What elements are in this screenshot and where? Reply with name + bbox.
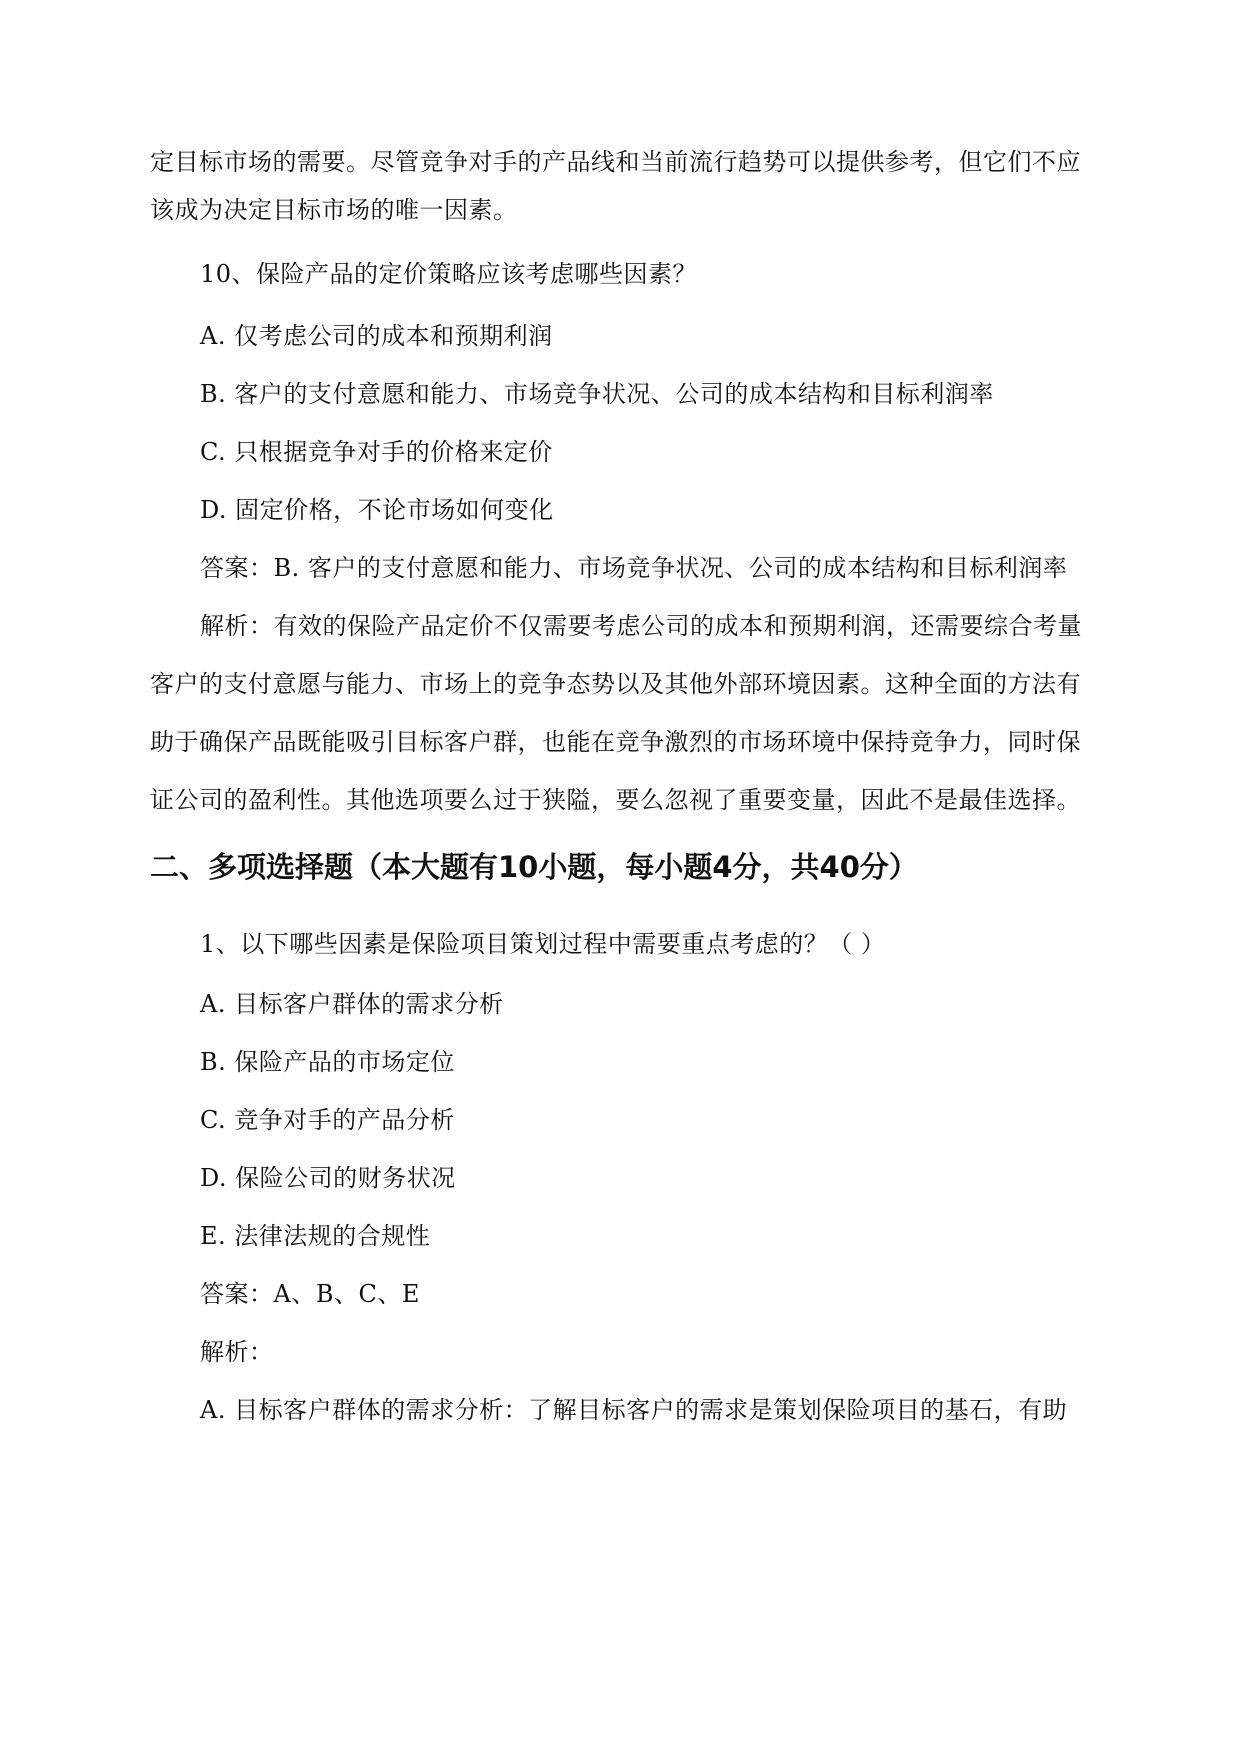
- analysis-line: 解析：有效的保险产品定价不仅需要考虑公司的成本和预期利润，还需要综合考量: [200, 612, 1082, 640]
- analysis-label: 解析：: [200, 1338, 274, 1366]
- option-d: D. 保险公司的财务状况: [200, 1164, 456, 1192]
- option-a: A. 仅考虑公司的成本和预期利润: [200, 322, 553, 350]
- analysis-line: A. 目标客户群体的需求分析：了解目标客户的需求是策划保险项目的基石，有助: [200, 1396, 1068, 1424]
- analysis-line: 客户的支付意愿与能力、市场上的竞争态势以及其他外部环境因素。这种全面的方法有: [150, 670, 1081, 698]
- paragraph-line: 定目标市场的需要。尽管竞争对手的产品线和当前流行趋势可以提供参考，但它们不应: [150, 148, 1081, 176]
- option-b: B. 保险产品的市场定位: [200, 1048, 455, 1076]
- paragraph-line: 该成为决定目标市场的唯一因素。: [150, 196, 518, 224]
- option-c: C. 竞争对手的产品分析: [200, 1106, 455, 1134]
- multi-question-1-text: 1、以下哪些因素是保险项目策划过程中需要重点考虑的？（ ）: [200, 930, 886, 958]
- answer-line: 答案：A、B、C、E: [200, 1280, 420, 1308]
- option-a: A. 目标客户群体的需求分析: [200, 990, 504, 1018]
- answer-line: 答案：B. 客户的支付意愿和能力、市场竞争状况、公司的成本结构和目标利润率: [200, 554, 1068, 582]
- question-10-text: 10、保险产品的定价策略应该考虑哪些因素？: [200, 260, 698, 288]
- option-c: C. 只根据竞争对手的价格来定价: [200, 438, 553, 466]
- analysis-line: 证公司的盈利性。其他选项要么过于狭隘，要么忽视了重要变量，因此不是最佳选择。: [150, 786, 1081, 814]
- option-b: B. 客户的支付意愿和能力、市场竞争状况、公司的成本结构和目标利润率: [200, 380, 994, 408]
- analysis-line: 助于确保产品既能吸引目标客户群，也能在竞争激烈的市场环境中保持竞争力，同时保: [150, 728, 1081, 756]
- option-d: D. 固定价格，不论市场如何变化: [200, 496, 554, 524]
- section-heading: 二、多项选择题（本大题有10小题，每小题4分，共40分）: [150, 850, 918, 884]
- option-e: E. 法律法规的合规性: [200, 1222, 431, 1250]
